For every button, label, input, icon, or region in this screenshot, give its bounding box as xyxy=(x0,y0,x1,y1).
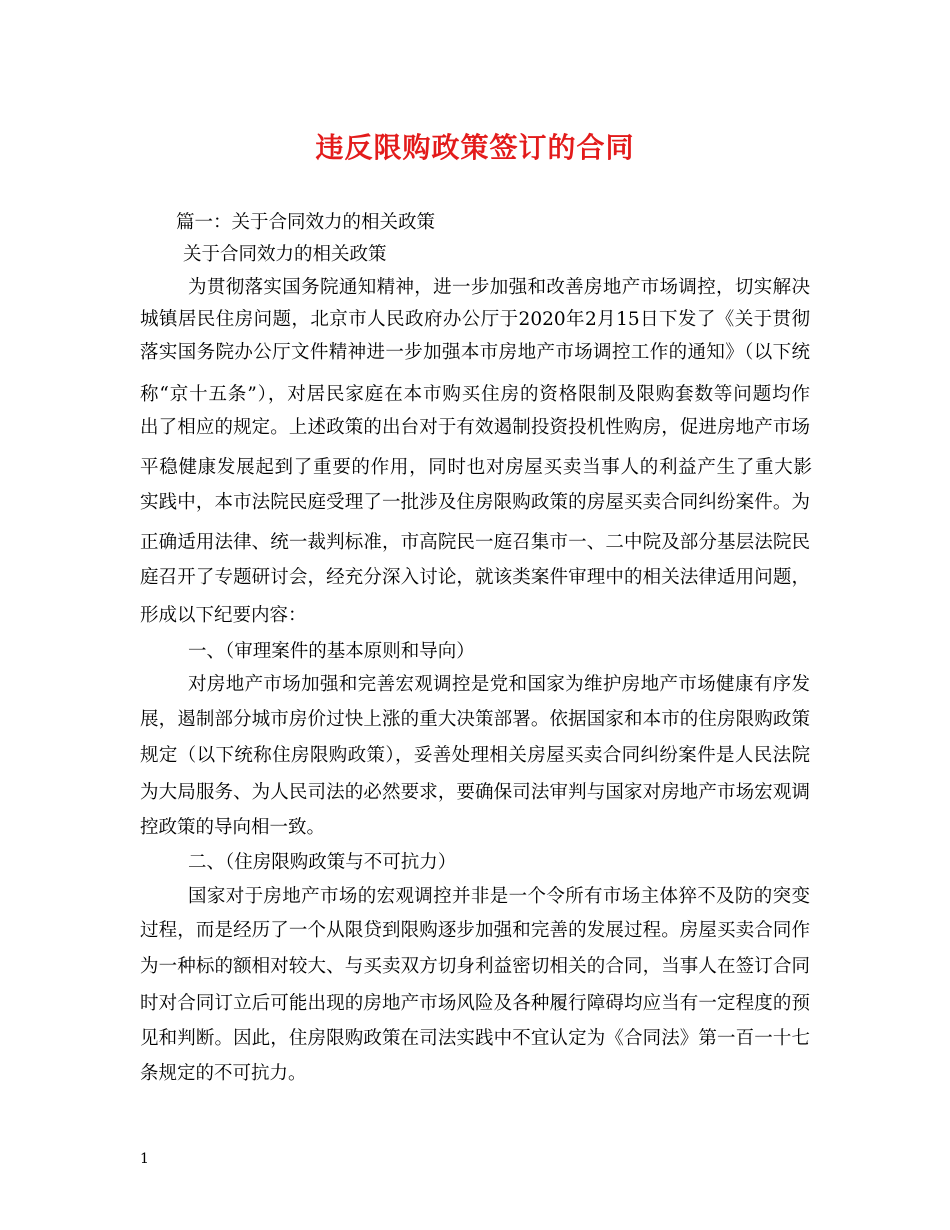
paragraph-line: 为大局服务、为人民司法的必然要求，要确保司法审判与国家对房地产市场宏观调 xyxy=(140,782,810,803)
paragraph-line: 见和判断。因此，住房限购政策在司法实践中不宜认定为《合同法》第一百一十七 xyxy=(140,1028,810,1049)
paragraph-line: 落实国务院办公厅文件精神进一步加强本市房地产市场调控工作的通知》（以下统 xyxy=(140,342,810,363)
paragraph-line: 对房地产市场加强和完善宏观调控是党和国家为维护房地产市场健康有序发 xyxy=(188,674,810,695)
paragraph-line: 过程，而是经历了一个从限贷到限购逐步加强和完善的发展过程。房屋买卖合同作 xyxy=(140,920,810,941)
paragraph-line: 称“京十五条”），对居民家庭在本市购买住房的资格限制及限购套数等问题均作 xyxy=(140,384,810,405)
paragraph-line: 正确适用法律、统一裁判标准，市高院民一庭召集市一、二中院及部分基层法院民 xyxy=(140,532,810,553)
paragraph-line: 为贯彻落实国务院通知精神，进一步加强和改善房地产市场调控，切实解决 xyxy=(188,277,810,298)
subheading: 关于合同效力的相关政策 xyxy=(183,244,387,265)
page-number: 1 xyxy=(140,1151,149,1167)
document-title: 违反限购政策签订的合同 xyxy=(315,131,635,164)
section-heading: 篇一：关于合同效力的相关政策 xyxy=(176,212,436,233)
paragraph-line: 实践中，本市法院民庭受理了一批涉及住房限购政策的房屋买卖合同纠纷案件。为 xyxy=(140,492,810,513)
paragraph-line: 时对合同订立后可能出现的房地产市场风险及各种履行障碍均应当有一定程度的预 xyxy=(140,993,810,1014)
paragraph-line: 为一种标的额相对较大、与买卖双方切身利益密切相关的合同，当事人在签订合同 xyxy=(140,956,810,977)
section-heading: 一、（审理案件的基本原则和导向） xyxy=(188,641,475,662)
paragraph-line: 条规定的不可抗力。 xyxy=(140,1063,307,1084)
paragraph-line: 形成以下纪要内容： xyxy=(140,605,307,626)
paragraph-line: 规定（以下统称住房限购政策），妥善处理相关房屋买卖合同纠纷案件是人民法院 xyxy=(140,745,810,766)
paragraph-line: 庭召开了专题研讨会，经充分深入讨论，就该类案件审理中的相关法律适用问题， xyxy=(140,567,810,588)
paragraph-line: 控政策的导向相一致。 xyxy=(140,817,326,838)
paragraph-line: 城镇居民住房问题，北京市人民政府办公厅于2020年2月15日下发了《关于贯彻 xyxy=(140,309,810,330)
paragraph-line: 出了相应的规定。上述政策的出台对于有效遏制投资投机性购房，促进房地产市场 xyxy=(140,417,810,438)
paragraph-line: 国家对于房地产市场的宏观调控并非是一个令所有市场主体猝不及防的突变 xyxy=(188,886,810,907)
paragraph-line: 展，遏制部分城市房价过快上涨的重大决策部署。依据国家和本市的住房限购政策 xyxy=(140,709,810,730)
paragraph-line: 平稳健康发展起到了重要的作用，同时也对房屋买卖当事人的利益产生了重大影 xyxy=(140,457,812,478)
section-heading: 二、（住房限购政策与不可抗力） xyxy=(188,852,457,873)
